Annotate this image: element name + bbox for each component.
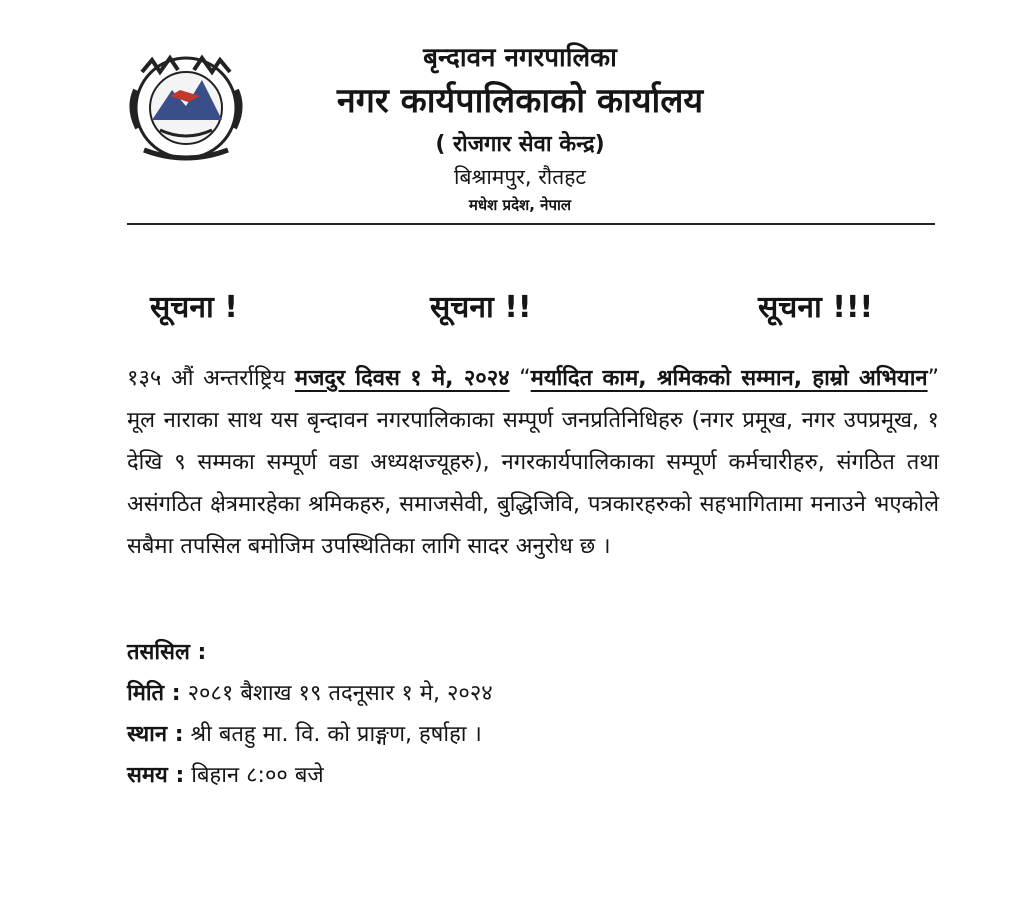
time-row bbox=[127, 755, 493, 796]
date-value: २०८१ बैशाख १९ तदनूसार १ मे, २०२४ bbox=[187, 681, 493, 706]
event-name: मजदुर दिवस १ मे, २०२४ bbox=[294, 366, 510, 391]
province-line: मधेश प्रदेश, नेपाल bbox=[468, 196, 572, 214]
notice-body bbox=[127, 358, 939, 568]
quote-close: ” bbox=[927, 366, 940, 391]
nepal-emblem-icon bbox=[122, 50, 250, 168]
notice-heading-2: सूचना !! bbox=[430, 290, 532, 325]
service-unit: ( रोजगार सेवा केन्द्र) bbox=[435, 132, 605, 157]
body-intro: १३५ औं अन्तर्राष्ट्रिय bbox=[127, 366, 286, 391]
slogan: मर्यादित काम, श्रमिकको सम्मान, हाम्रो अभियान bbox=[530, 366, 928, 391]
time-value: बिहान ८:०० बजे bbox=[191, 763, 324, 788]
office-name: नगर कार्यपालिकाको कार्यालय bbox=[336, 81, 704, 121]
header-divider bbox=[127, 223, 935, 225]
place-value: श्री बतहु मा. वि. को प्राङ्गण, हर्षाहा । bbox=[190, 722, 482, 747]
event-details bbox=[127, 632, 493, 796]
municipality-name: बृन्दावन नगरपालिका bbox=[423, 43, 617, 73]
date-row bbox=[127, 673, 493, 714]
quote-open: “ bbox=[519, 366, 531, 391]
details-heading: तससिल : bbox=[127, 640, 207, 665]
body-text: मूल नाराका साथ यस बृन्दावन नगरपालिकाका सम्पूर्ण जनप्रतिनिधिहरु (नगर प्रमूख, नगर उपप्रमूख, १ देखि ९ सम्मका सम्पूर्ण वडा अध्यक्षज्यूहरु), नगरकार्यपालिकाका सम्पूर्ण कर्मचारीहरु, संगठित तथा असंगठित क्षेत्रमारहेका श्रमिकहरु, समाजसेवी, बुद्धिजिवि, पत्रकारहरुको सहभागितामा मनाउने भएकोले सबैमा तपसिल बमोजिम उपस्थितिका लागि सादर अनुरोध छ । bbox=[127, 408, 939, 559]
place-row bbox=[127, 714, 493, 755]
date-label: मिति : bbox=[127, 681, 181, 706]
time-label: समय : bbox=[127, 763, 185, 788]
notice-heading-1: सूचना ! bbox=[150, 290, 238, 325]
address-line: बिश्रामपुर, रौतहट bbox=[454, 165, 586, 189]
notice-heading-3: सूचना !!! bbox=[758, 290, 874, 325]
place-label: स्थान : bbox=[127, 722, 184, 747]
